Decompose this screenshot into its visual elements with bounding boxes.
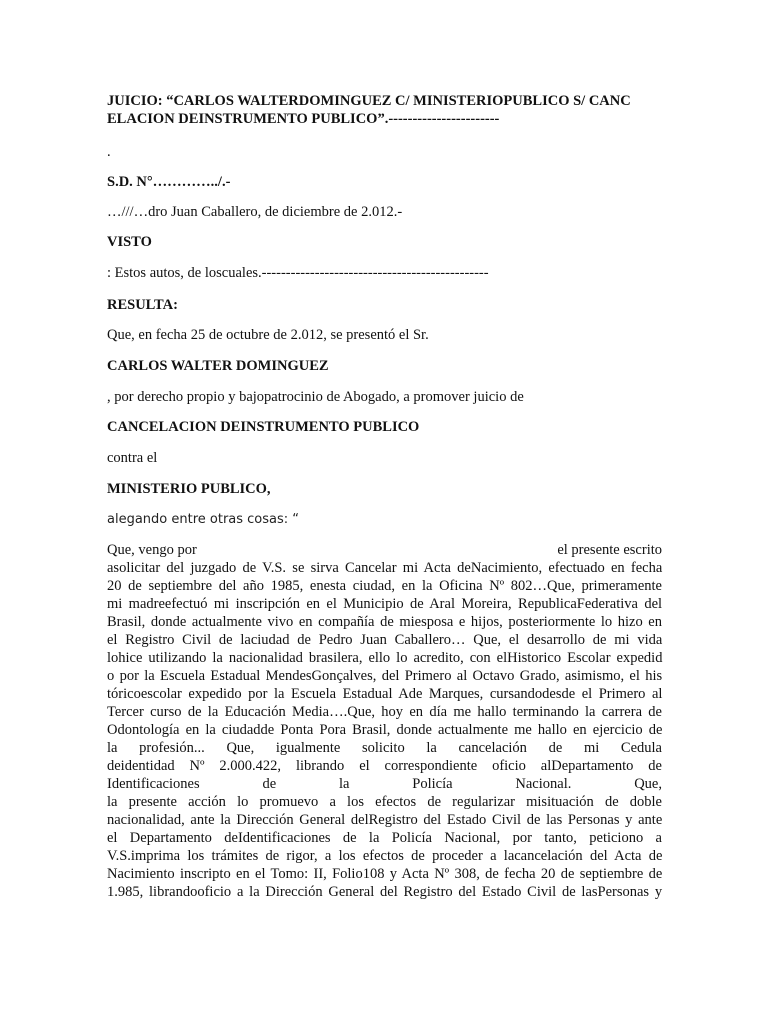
case-heading-line-1: JUICIO: “CARLOS WALTERDOMINGUEZ C/ MINISTERIOPUBLICO S/ CANC bbox=[107, 93, 631, 109]
quote-line: o por la Escuela Estadual MendesGonçalves, del Primero al Octavo Grado, asimismo, el his bbox=[107, 668, 663, 684]
quoted-statement bbox=[107, 559, 662, 901]
separator-dot: . bbox=[107, 144, 111, 160]
quote-line: mi madreefectuó mi inscripción en el Municipio de Aral Moreira, RepublicaFederativa del bbox=[107, 596, 663, 612]
quote-line: la presente acción lo promuevo a los efectos de regularizar misituación de doble bbox=[107, 794, 662, 810]
quote-line: tóricoescolar expedido por la Escuela Estadual Ade Marques, cursandodesde el Primero al bbox=[107, 686, 663, 702]
quote-line: lohice utilizando la nacionalidad brasilera, ello lo acredito, con elHistorico Escolar expedid bbox=[107, 650, 663, 666]
quote-line: deidentidad Nº 2.000.422, librando el correspondiente oficio alDepartamento de bbox=[107, 758, 662, 774]
quote-line: Brasil, donde actualmente vivo en compañía de miesposa e hijos, posteriormente lo hizo en bbox=[107, 614, 662, 630]
plaintiff-text: , por derecho propio y bajopatrocinio de Abogado, a promover juicio de bbox=[107, 389, 524, 405]
quote-line: la profesión... Que, igualmente solicito la cancelación de mi Cedula bbox=[107, 740, 662, 756]
cause-title: CANCELACION DEINSTRUMENTO PUBLICO bbox=[107, 419, 420, 435]
quote-first-right: el presente escrito bbox=[557, 542, 662, 558]
visto-heading: VISTO bbox=[107, 234, 152, 250]
resulta-heading: RESULTA: bbox=[107, 297, 178, 313]
place-date-text: …///…dro Juan Caballero, de diciembre de 2.012.- bbox=[107, 204, 403, 220]
case-heading bbox=[107, 92, 662, 128]
sentence-number: S.D. N°…………../.- bbox=[107, 174, 231, 190]
quote-line: Tercer curso de la Educación Media….Que, hoy en día me hallo terminando la carrera de bbox=[107, 704, 662, 720]
quote-line: V.S.imprima los trámites de rigor, a los efectos de proceder a lacancelación del Acta de bbox=[107, 848, 663, 864]
quote-line: Odontología en la ciudadde Ponta Pora Brasil, donde actualmente me hallo en ejercicio de bbox=[107, 722, 663, 738]
against-text: contra el bbox=[107, 450, 158, 466]
plaintiff-name: CARLOS WALTER DOMINGUEZ bbox=[107, 358, 329, 374]
quote-line: asolicitar del juzgado de V.S. se sirva Cancelar mi Acta deNacimiento, efectuado en fecha bbox=[107, 560, 663, 576]
quote-line: Nacimiento inscripto en el Tomo: II, Folio108 y Acta Nº 308, de fecha 20 de septiembre de bbox=[107, 866, 663, 882]
resulta-text: Que, en fecha 25 de octubre de 2.012, se presentó el Sr. bbox=[107, 327, 429, 343]
visto-text: : Estos autos, de loscuales.----------------------------------------------- bbox=[107, 265, 489, 281]
quote-first-left: Que, vengo por bbox=[107, 542, 197, 558]
defendant-name: MINISTERIO PUBLICO, bbox=[107, 481, 271, 497]
place-date bbox=[107, 203, 662, 221]
case-heading-line-2: ELACION DEINSTRUMENTO PUBLICO”.----------------------- bbox=[107, 111, 500, 127]
alleging-text: alegando entre otras cosas: “ bbox=[107, 512, 300, 527]
quote-line: 1.985, librandooficio a la Dirección General del Registro del Estado Civil de lasPersonas y bbox=[107, 884, 663, 900]
quote-line: 20 de septiembre del año 1985, enesta ciudad, en la Oficina Nº 802…Que, primeramente bbox=[107, 578, 662, 594]
quote-line: nacionalidad, ante la Dirección General delRegistro del Estado Civil de las Personas y ante bbox=[107, 812, 663, 828]
quote-first-line bbox=[107, 541, 662, 559]
quote-line: el Registro Civil de laciudad de Pedro Juan Caballero… Que, el desarrollo de mi vida bbox=[107, 632, 663, 648]
quote-line: el Departamento deIdentificaciones de la Policía Nacional, por tanto, peticiono a bbox=[107, 830, 662, 846]
quote-line: Identificaciones de la Policía Nacional. Que, bbox=[107, 776, 662, 792]
